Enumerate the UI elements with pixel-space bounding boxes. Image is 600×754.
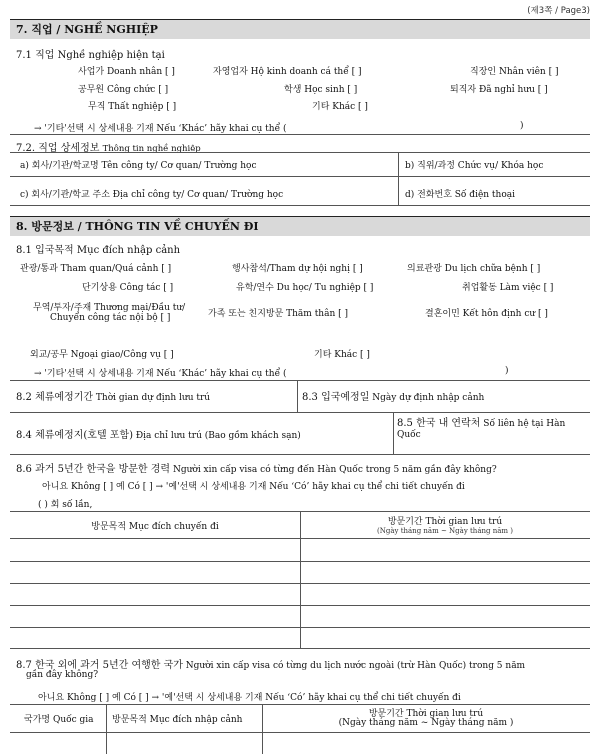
opt-study[interactable]: 유학/연수 Du học/ Tu nghiệp [ ] xyxy=(236,283,374,293)
table1-header-purpose: 방문목적 Mục đích chuyến đi xyxy=(91,522,219,532)
q8-7-vi-cont: gần đây không? xyxy=(26,670,99,680)
opt-self-employed[interactable]: 자영업자 Hộ kinh doanh cá thể [ ] xyxy=(213,67,362,77)
q8-7-answer[interactable]: 아니요 Không [ ] 예 Có [ ] → '예'선택 시 상세내용 기재 Nếu ‘Có’ hãy khai cụ thể chi tiết chuyến đi xyxy=(38,693,461,703)
opt-business-trip[interactable]: 단기상용 Công tác [ ] xyxy=(82,283,174,293)
q8-2-vi: Thời gian dự định lưu trú xyxy=(95,393,211,403)
page-number: (제3쪽 / Page3) xyxy=(527,6,590,16)
q8-6-ko: 8.6 과거 5년간 한국을 방문한 경력 xyxy=(16,464,171,475)
occupation-other-note: → '기타'선택 시 상세내용 기재 Nếu ‘Khác’ hãy khai cụ thể ( xyxy=(34,124,287,134)
opt-retired[interactable]: 퇴직자 Đã nghỉ hưu [ ] xyxy=(450,85,548,95)
opt-diplomatic[interactable]: 외교/공무 Ngoại giao/Công vụ [ ] xyxy=(30,350,174,360)
opt-event[interactable]: 행사참석/Tham dự hội nghị [ ] xyxy=(232,264,363,274)
q8-3-vi: Ngày dự định nhập cảnh xyxy=(372,393,485,403)
purpose-other-close: ) xyxy=(505,366,509,376)
opt-trade[interactable]: Chuyển công tác nội bộ [ ] xyxy=(50,313,171,323)
table1-header-period-sub: (Ngày tháng năm ~ Ngày tháng năm ) xyxy=(377,527,513,535)
q8-6-vi: Người xin cấp visa có từng đến Hàn Quốc trong 5 năm gần đây không? xyxy=(172,465,497,475)
q8-7-label xyxy=(16,656,525,671)
opt-businessman[interactable]: 사업가 Doanh nhân [ ] xyxy=(78,67,175,77)
opt-medical[interactable]: 의료관광 Du lịch chữa bệnh [ ] xyxy=(407,264,541,274)
field-phone[interactable]: d) 전화번호 Số điện thoại xyxy=(405,190,516,200)
q7-2-ko: 7.2. 직업 상세정보 xyxy=(16,143,100,154)
opt-marriage[interactable]: 결혼이민 Kết hôn định cư [ ] xyxy=(425,309,548,319)
opt-civil-servant[interactable]: 공무원 Công chức [ ] xyxy=(78,85,169,95)
q8-3-ko: 8.3 입국예정일 xyxy=(302,392,370,403)
field-stay-address[interactable] xyxy=(16,426,301,441)
q8-7-vi: Người xin cấp visa có từng du lịch nước ngoài (trừ Hàn Quốc) trong 5 năm xyxy=(185,661,526,671)
q8-5-ko: 8.5 한국 내 연락처 xyxy=(397,418,481,429)
table1-header-period: 방문기간 Thời gian lưu trú xyxy=(387,517,503,527)
q7-2-vi: Thông tin nghề nghiệp xyxy=(102,144,201,154)
opt-tourism[interactable]: 관광/통과 Tham quan/Quá cảnh [ ] xyxy=(20,264,172,274)
q8-6-answer[interactable]: 아니요 Không [ ] 예 Có [ ] → '예'선택 시 상세내용 기재 Nếu ‘Có’ hãy khai cụ thể chi tiết chuyến đi xyxy=(42,482,465,492)
field-company-address[interactable]: c) 회사/기관/학교 주소 Địa chỉ công ty/ Cơ quan/ Trường học xyxy=(20,190,284,200)
purpose-other-note: → '기타'선택 시 상세내용 기재 Nếu ‘Khác’ hãy khai cụ thể ( xyxy=(34,369,287,379)
q8-2-ko: 8.2 체류예정기간 xyxy=(16,392,94,403)
field-stay-period[interactable] xyxy=(16,388,210,403)
section-8-header: 8. 방문정보 / THÔNG TIN VỀ CHUYẾN ĐI xyxy=(10,216,590,236)
field-entry-date[interactable] xyxy=(302,388,484,403)
opt-other-purpose[interactable]: 기타 Khác [ ] xyxy=(314,350,370,360)
table2-header-period: 방문기간 Thời gian lưu trú xyxy=(368,709,484,719)
q8-6-times[interactable]: ( ) 회 số lần, xyxy=(38,500,93,510)
q8-6-label xyxy=(16,460,497,475)
q8-4-ko: 8.4 체류예정지(호텔 포함) xyxy=(16,430,134,441)
occupation-other-close: ) xyxy=(520,121,524,131)
opt-work[interactable]: 취업활동 Làm việc [ ] xyxy=(462,283,554,293)
q7-1-label: 7.1 직업 Nghề nghiệp hiện tại xyxy=(16,50,165,61)
opt-employee[interactable]: 직장인 Nhân viên [ ] xyxy=(470,67,559,77)
table2-header-country: 국가명 Quốc gia xyxy=(24,715,94,725)
opt-family-visit[interactable]: 가족 또는 친지방문 Thăm thân [ ] xyxy=(208,309,349,319)
section-7-header: 7. 직업 / NGHỀ NGHIỆP xyxy=(10,19,590,39)
field-position[interactable]: b) 직위/과정 Chức vụ/ Khóa học xyxy=(405,161,544,171)
opt-other[interactable]: 기타 Khác [ ] xyxy=(312,102,368,112)
opt-student[interactable]: 학생 Học sinh [ ] xyxy=(284,85,358,95)
q8-1-label: 8.1 입국목적 Mục đích nhập cảnh xyxy=(16,245,181,256)
q8-5-vi: Số liên hệ tại Hàn Quốc xyxy=(397,419,566,440)
table2-header-period-sub: (Ngày tháng năm ~ Ngày tháng năm ) xyxy=(338,718,514,728)
table2-header-purpose: 방문목적 Mục đích nhập cảnh xyxy=(112,715,243,725)
q8-7-ko: 8.7 한국 외에 과거 5년간 여행한 국가 xyxy=(16,660,183,671)
q8-4-vi: Địa chỉ lưu trú (Bao gồm khách sạn) xyxy=(135,431,301,441)
opt-trade-line1: 무역/투자/주재 Thương mại/Đầu tư/ xyxy=(33,303,186,313)
field-korea-contact[interactable] xyxy=(397,418,587,441)
field-company-name[interactable]: a) 회사/기관/학교명 Tên công ty/ Cơ quan/ Trường học xyxy=(20,161,257,171)
opt-unemployed[interactable]: 무직 Thất nghiệp [ ] xyxy=(88,102,177,112)
